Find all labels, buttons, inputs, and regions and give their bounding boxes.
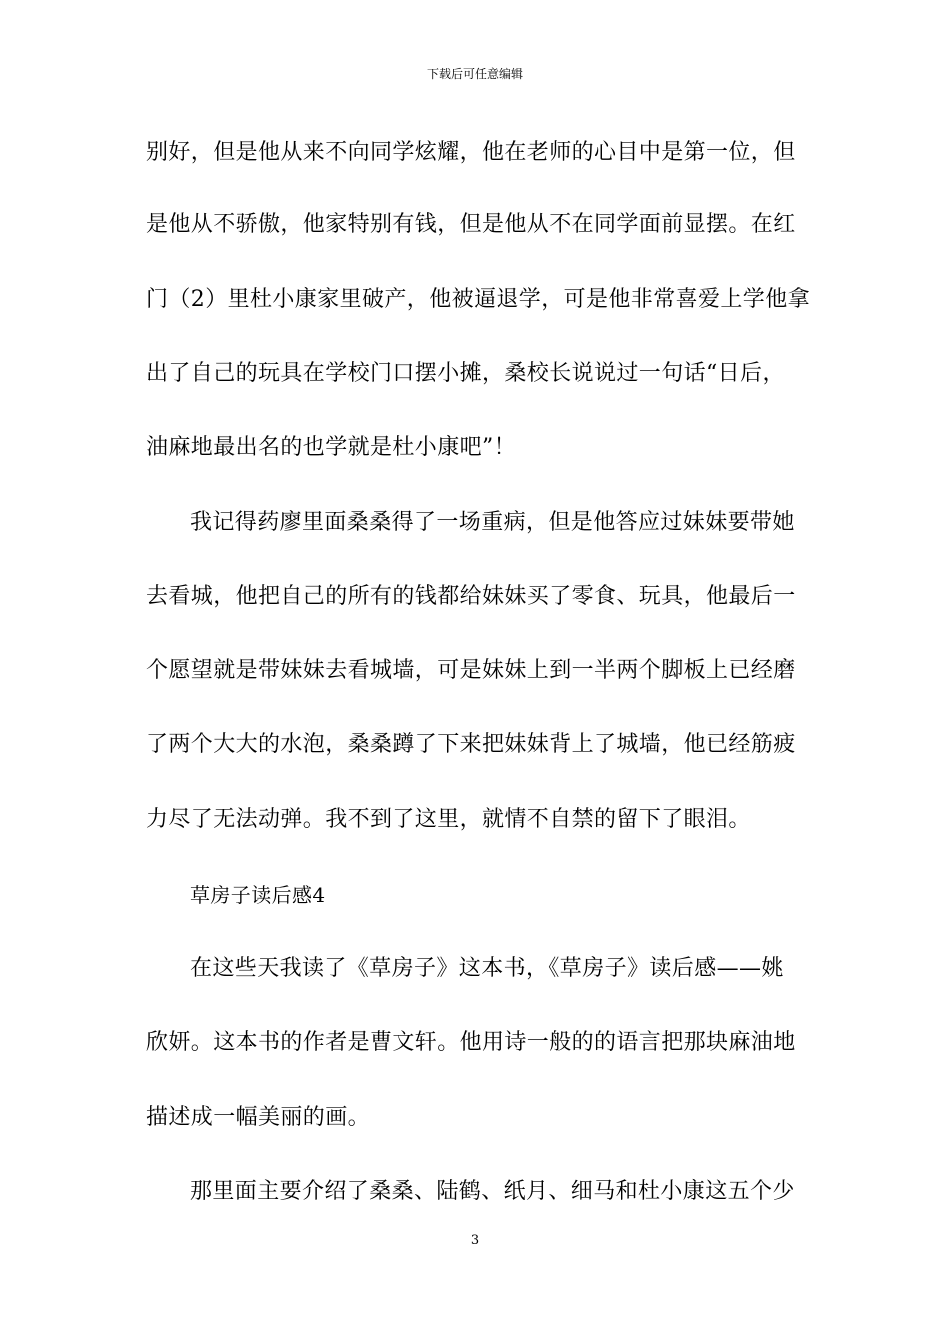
text-line: 门（2）里杜小康家里破产，他被逼退学，可是他非常喜爱上学他拿 [146,287,810,312]
text-line: 欣妍。这本书的作者是曹文轩。他用诗一般的的语言把那块麻油地 [146,1030,796,1055]
text-line: 描述成一幅美丽的画。 [146,1105,371,1130]
text-line: 个愿望就是带妹妹去看城墙，可是妹妹上到一半两个脚板上已经磨 [146,658,796,683]
text-line: 别好，但是他从来不向同学炫耀，他在老师的心目中是第一位，但 [146,140,796,165]
text-line: 力尽了无法动弹。我不到了这里，就情不自禁的留下了眼泪。 [146,807,751,832]
section-heading: 草房子读后感4 [190,883,326,907]
paragraph-start-line: 我记得药廖里面桑桑得了一场重病，但是他答应过妹妹要带她 [190,510,795,535]
text-line: 油麻地最出名的也学就是杜小康吧”！ [146,435,517,460]
text-line: 了两个大大的水泡，桑桑蹲了下来把妹妹背上了城墙，他已经筋疲 [146,732,796,757]
page-number: 3 [470,1233,480,1248]
text-line: 是他从不骄傲，他家特别有钱，但是他从不在同学面前显摆。在红 [146,212,796,237]
text-line: 去看城，他把自己的所有的钱都给妹妹买了零食、玩具，他最后一 [146,584,796,609]
paragraph-start-line: 在这些天我读了《草房子》这本书，《草房子》读后感——姚 [190,956,784,981]
text-line: 出了自己的玩具在学校门口摆小摊，桑校长说说过一句话“日后， [146,361,785,386]
paragraph-start-line: 那里面主要介绍了桑桑、陆鹤、纸月、细马和杜小康这五个少 [190,1179,795,1204]
page-header: 下载后可任意编辑 [426,67,523,81]
